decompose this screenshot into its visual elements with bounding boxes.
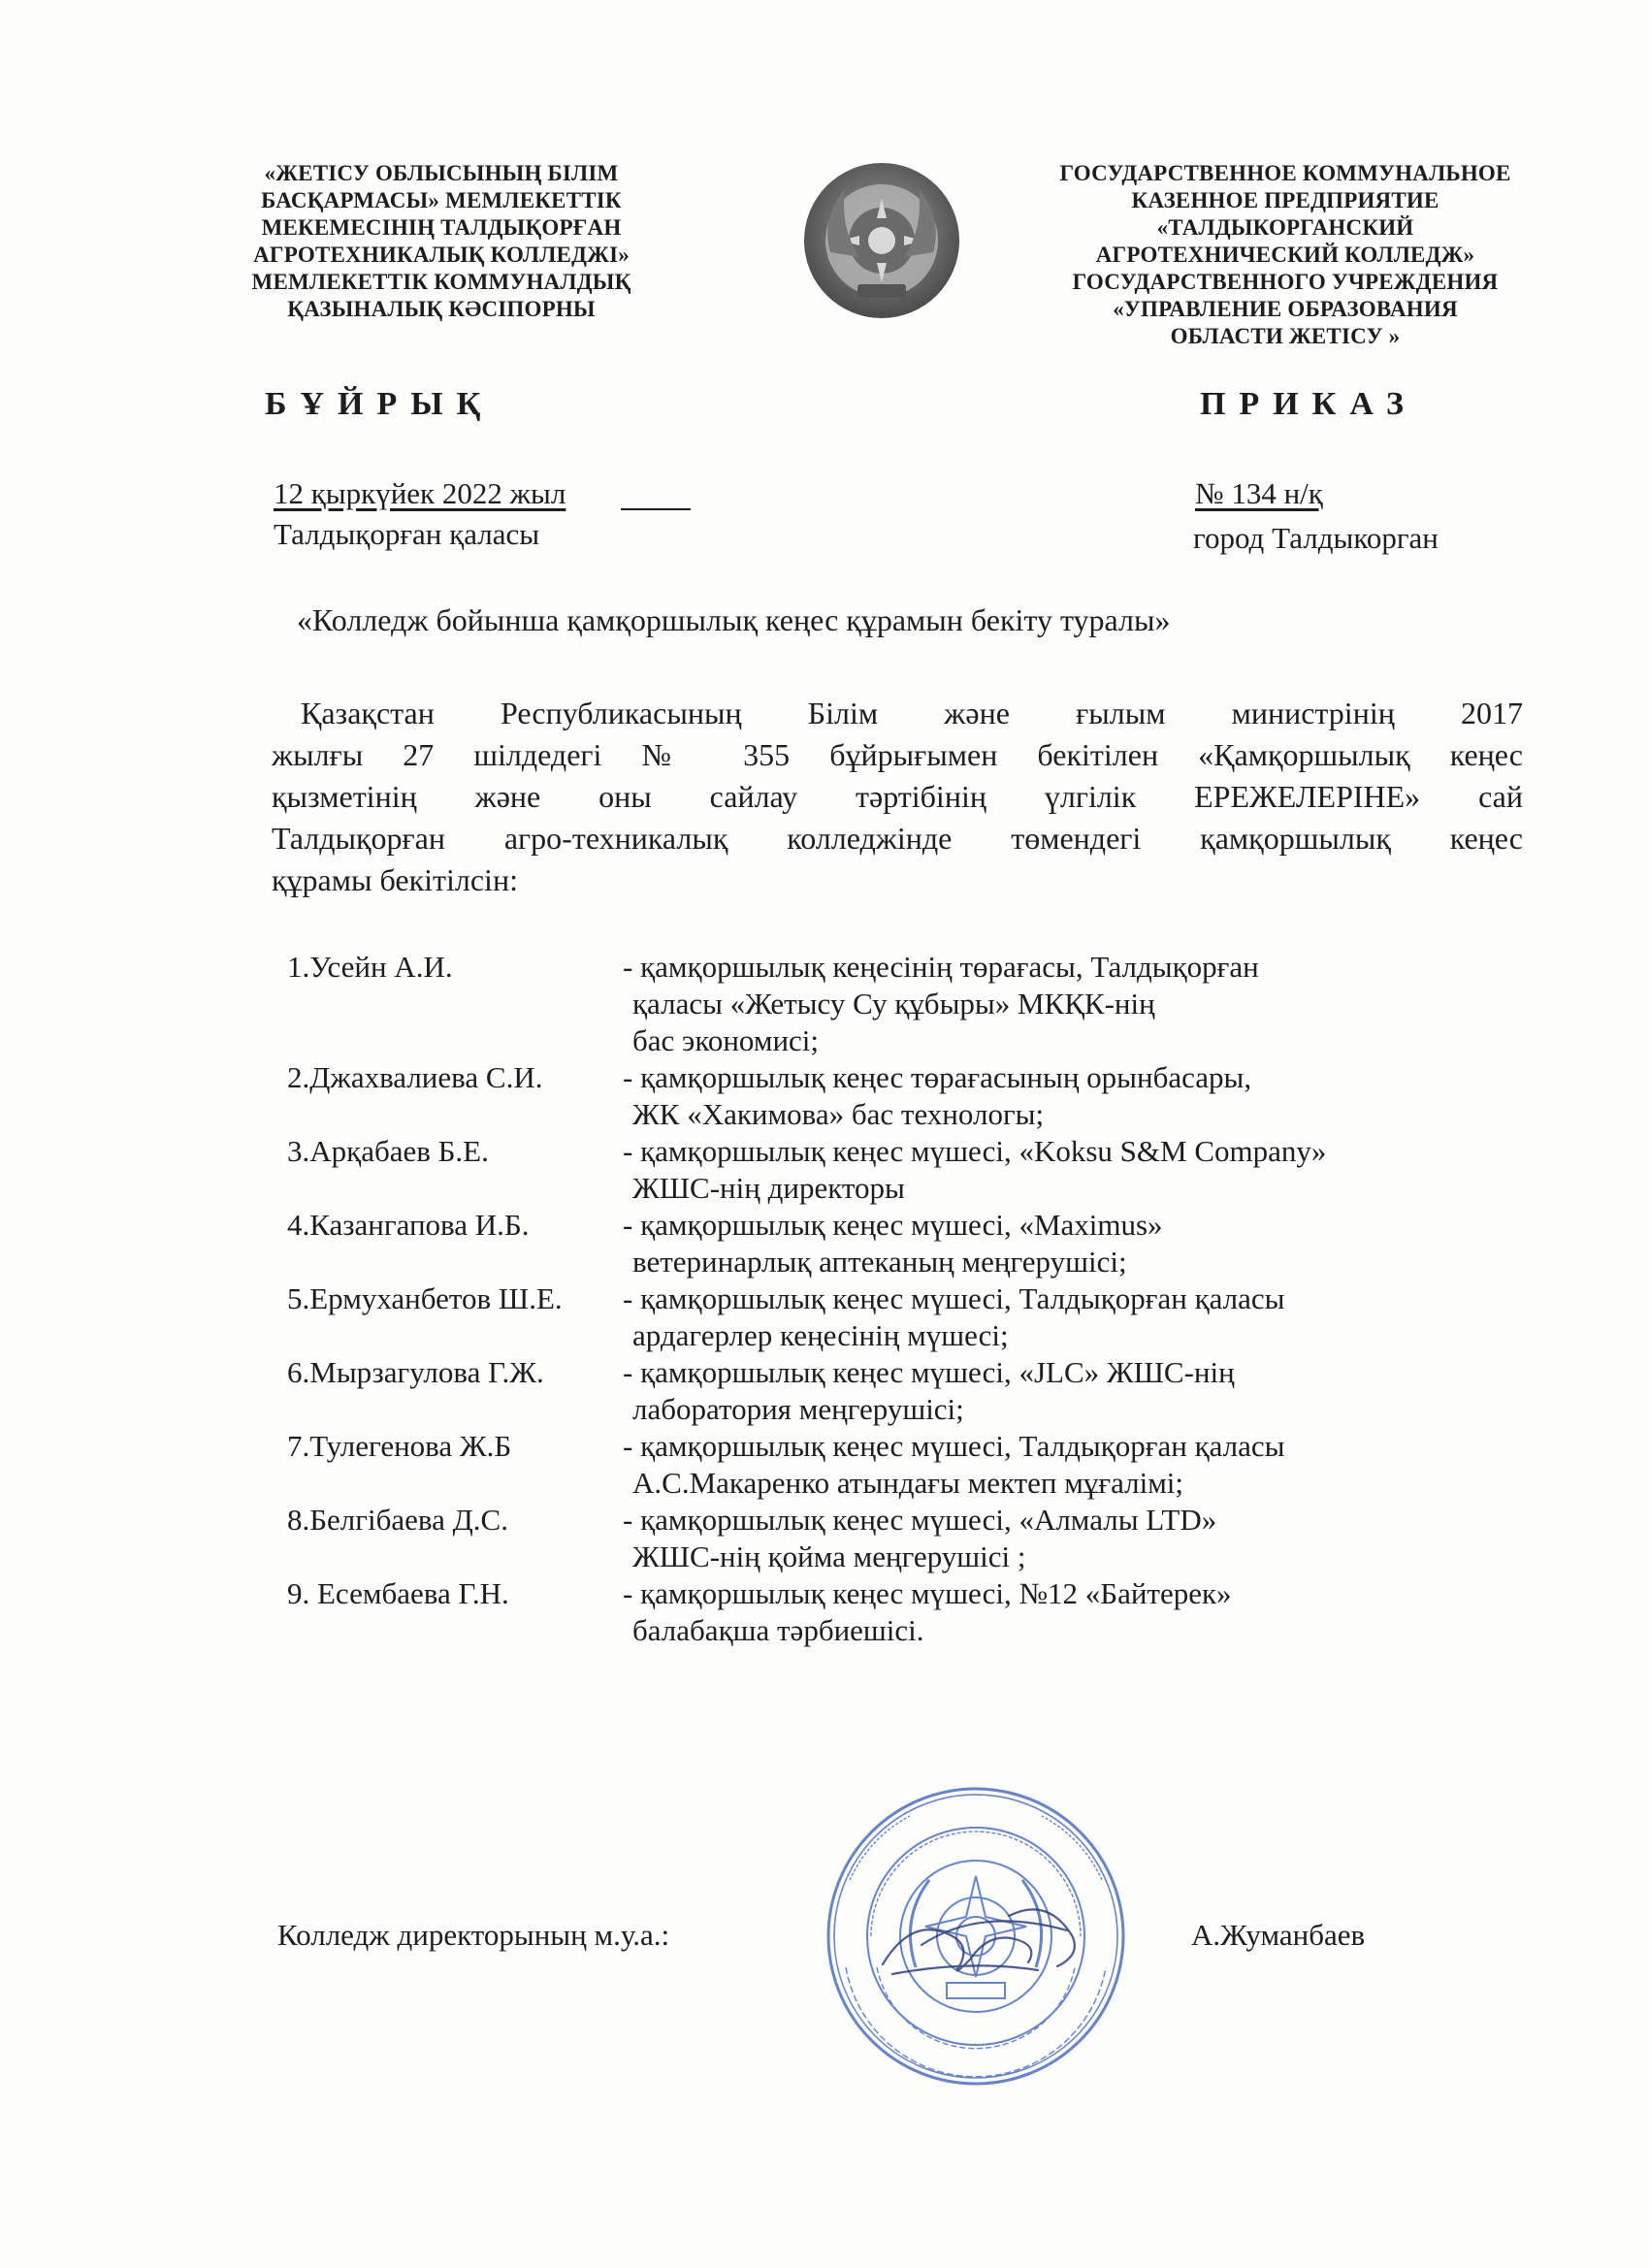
order-date: 12 қыркүйек 2022 жыл: [274, 476, 566, 510]
member-role: - қамқоршылық кеңес төрағасының орынбасары, ЖК «Хакимова» бас технологы;: [623, 1060, 1252, 1131]
member-name: 3.Арқабаев Б.Е.: [287, 1134, 489, 1168]
title-ru: ПРИКАЗ: [1200, 386, 1417, 422]
body-line: құрамы бекітілсін:: [272, 862, 518, 897]
city-kz: Талдықорған қаласы: [274, 517, 540, 551]
member-role: - қамқоршылық кеңесінің төрағасы, Талдықорған қаласы «Жетысу Су құбыры» МКҚК-нің бас экономисі;: [623, 950, 1259, 1057]
member-role: - қамқоршылық кеңес мүшесі, «Алмалы LTD» ЖШС-нің қойма меңгерушісі ;: [623, 1503, 1217, 1573]
state-emblem-icon: [801, 160, 962, 321]
member-name: 2.Джахвалиева С.И.: [287, 1060, 543, 1094]
order-body: [272, 693, 1523, 901]
member-role: - қамқоршылық кеңес мүшесі, №12 «Байтерек» балабақша тәрбиешісі.: [623, 1576, 1232, 1647]
order-subject: «Колледж бойынша қамқоршылық кеңес құрамын бекіту туралы»: [297, 602, 1171, 637]
member-name: 6.Мырзагулова Г.Ж.: [287, 1355, 544, 1389]
member-role: - қамқоршылық кеңес мүшесі, Талдықорған қаласы ардагерлер кеңесінің мүшесі;: [623, 1281, 1285, 1352]
body-line: қызметінің және оны сайлау тәртібінің үлгілік ЕРЕЖЕЛЕРІНЕ» сай: [272, 779, 1523, 814]
member-role: - қамқоршылық кеңес мүшесі, «JLC» ЖШС-нің лаборатория меңгерушісі;: [623, 1355, 1235, 1426]
member-name: 1.Усейн А.И.: [287, 950, 453, 984]
member-role: - қамқоршылық кеңес мүшесі, Талдықорған қаласы А.С.Макаренко атындағы мектеп мұғалімі;: [623, 1429, 1285, 1500]
member-name: 5.Ермуханбетов Ш.Е.: [287, 1281, 563, 1315]
date-underline-tail: [621, 508, 691, 510]
member-name: 8.Белгібаева Д.С.: [287, 1503, 508, 1537]
member-name: 7.Тулегенова Ж.Б: [287, 1429, 512, 1463]
order-number: № 134 н/қ: [1195, 476, 1323, 510]
body-line: жылғы 27 шілдедегі № 355 бұйрығымен бекітілен «Қамқоршылық кеңес: [272, 737, 1523, 772]
header-right-org: ГОСУДАРСТВЕННОЕ КОММУНАЛЬНОЕ КАЗЕННОЕ ПРЕДПРИЯТИЕ «ТАЛДЫКОРГАНСКИЙ АГРОТЕХНИЧЕСКИЙ КОЛЛЕДЖ» ГОСУДАРСТВЕННОГО УЧРЕЖДЕНИЯ «УПРАВЛЕНИЕ ОБРАЗОВАНИЯ ОБЛАСТИ ЖЕТІСУ »: [1059, 161, 1511, 348]
member-role: - қамқоршылық кеңес мүшесі, «Koksu S&M Company» ЖШС-нің директоры: [623, 1134, 1327, 1205]
header-left-org: «ЖЕТІСУ ОБЛЫСЫНЫҢ БІЛІМ БАСҚАРМАСЫ» МЕМЛЕКЕТТІК МЕКЕМЕСІНІҢ ТАЛДЫҚОРҒАН АГРОТЕХНИКАЛЫҚ КОЛЛЕДЖІ» МЕМЛЕКЕТТІК КОММУНАЛДЫҚ ҚАЗЫНАЛЫҚ КӘСІПОРНЫ: [251, 161, 631, 321]
handwritten-signature-icon: [863, 1877, 1096, 1993]
body-line: Талдықорған агро-техникалық колледжінде төмендегі қамқоршылық кеңес: [272, 821, 1523, 856]
member-name: 9. Есембаева Г.Н.: [287, 1576, 509, 1610]
body-line: Қазақстан Республикасының Білім және ғылым министрінің 2017: [301, 696, 1523, 730]
member-name: 4.Казангапова И.Б.: [287, 1208, 530, 1242]
title-kz: БҰЙРЫҚ: [265, 386, 495, 422]
member-role: - қамқоршылық кеңес мүшесі, «Maximus» ветеринарлық аптеканың меңгерушісі;: [623, 1208, 1163, 1279]
city-ru: город Талдыкорган: [1193, 521, 1439, 555]
signature-name: А.Жуманбаев: [1191, 1918, 1366, 1952]
signature-position: Колледж директорының м.у.а.:: [277, 1918, 670, 1952]
